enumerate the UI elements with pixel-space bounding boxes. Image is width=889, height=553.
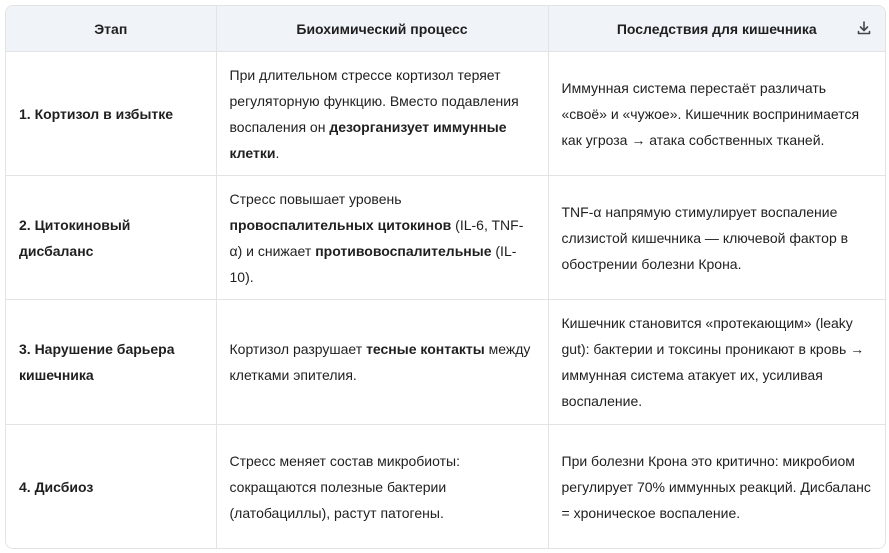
process-text: При длительном стрессе кортизол теряет регуляторную функцию. Вместо подавления воспаления он (229, 66, 519, 135)
table-row (6, 52, 885, 176)
effect-cell: Иммунная система перестаёт различать «своё» и «чужое». Кишечник воспринимается как угроза → атака собственных тканей. (548, 52, 885, 176)
process-text: Стресс повышает уровень (229, 190, 402, 207)
column-header-stage: Этап (6, 6, 216, 52)
download-icon[interactable] (855, 19, 873, 37)
process-text-bold: дезорганизует иммунные клетки (229, 118, 507, 161)
process-text: (IL-6, TNF-α) и снижает (229, 216, 524, 259)
data-table (6, 6, 885, 549)
process-text-bold: противовоспалительные (315, 242, 492, 259)
process-text: (IL-10). (229, 242, 517, 285)
process-text: между клетками эпителия. (229, 341, 531, 383)
table-container (5, 5, 886, 549)
process-text-bold: тесные контакты (366, 341, 485, 357)
table-row (6, 300, 885, 425)
table-row (6, 425, 885, 550)
effect-cell: Кишечник становится «протекающим» (leaky gut): бактерии и токсины проникают в кровь → иммунная система атакует их, усиливая воспаление. (548, 300, 885, 425)
stage-cell: 2. Цитокиновый дисбаланс (6, 176, 216, 300)
stage-cell: 3. Нарушение барьера кишечника (6, 300, 216, 425)
process-text: Стресс меняет состав микробиоты: сокращаются полезные бактерии (латобациллы), растут патогены. (229, 453, 460, 522)
process-cell (216, 176, 548, 300)
column-header-effects (548, 6, 885, 52)
process-cell (216, 300, 548, 425)
column-header-effects-label: Последствия для кишечника (616, 20, 817, 37)
table-header-row (6, 6, 885, 52)
effect-cell: TNF-α напрямую стимулирует воспаление слизистой кишечника — ключевой фактор в обострении болезни Крона. (548, 176, 885, 300)
process-cell (216, 52, 548, 176)
process-cell (216, 425, 548, 550)
process-text: Кортизол разрушает (229, 341, 367, 357)
effect-cell: При болезни Крона это критично: микробиом регулирует 70% иммунных реакций. Дисбаланс = хроническое воспаление. (561, 453, 871, 522)
stage-cell: 4. Дисбиоз (6, 425, 216, 550)
column-header-process: Биохимический процесс (216, 6, 548, 52)
stage-cell: 1. Кортизол в избытке (6, 52, 216, 176)
process-text-bold: провоспалительных цитокинов (229, 216, 452, 233)
table-row (6, 176, 885, 300)
process-text: . (275, 144, 280, 161)
